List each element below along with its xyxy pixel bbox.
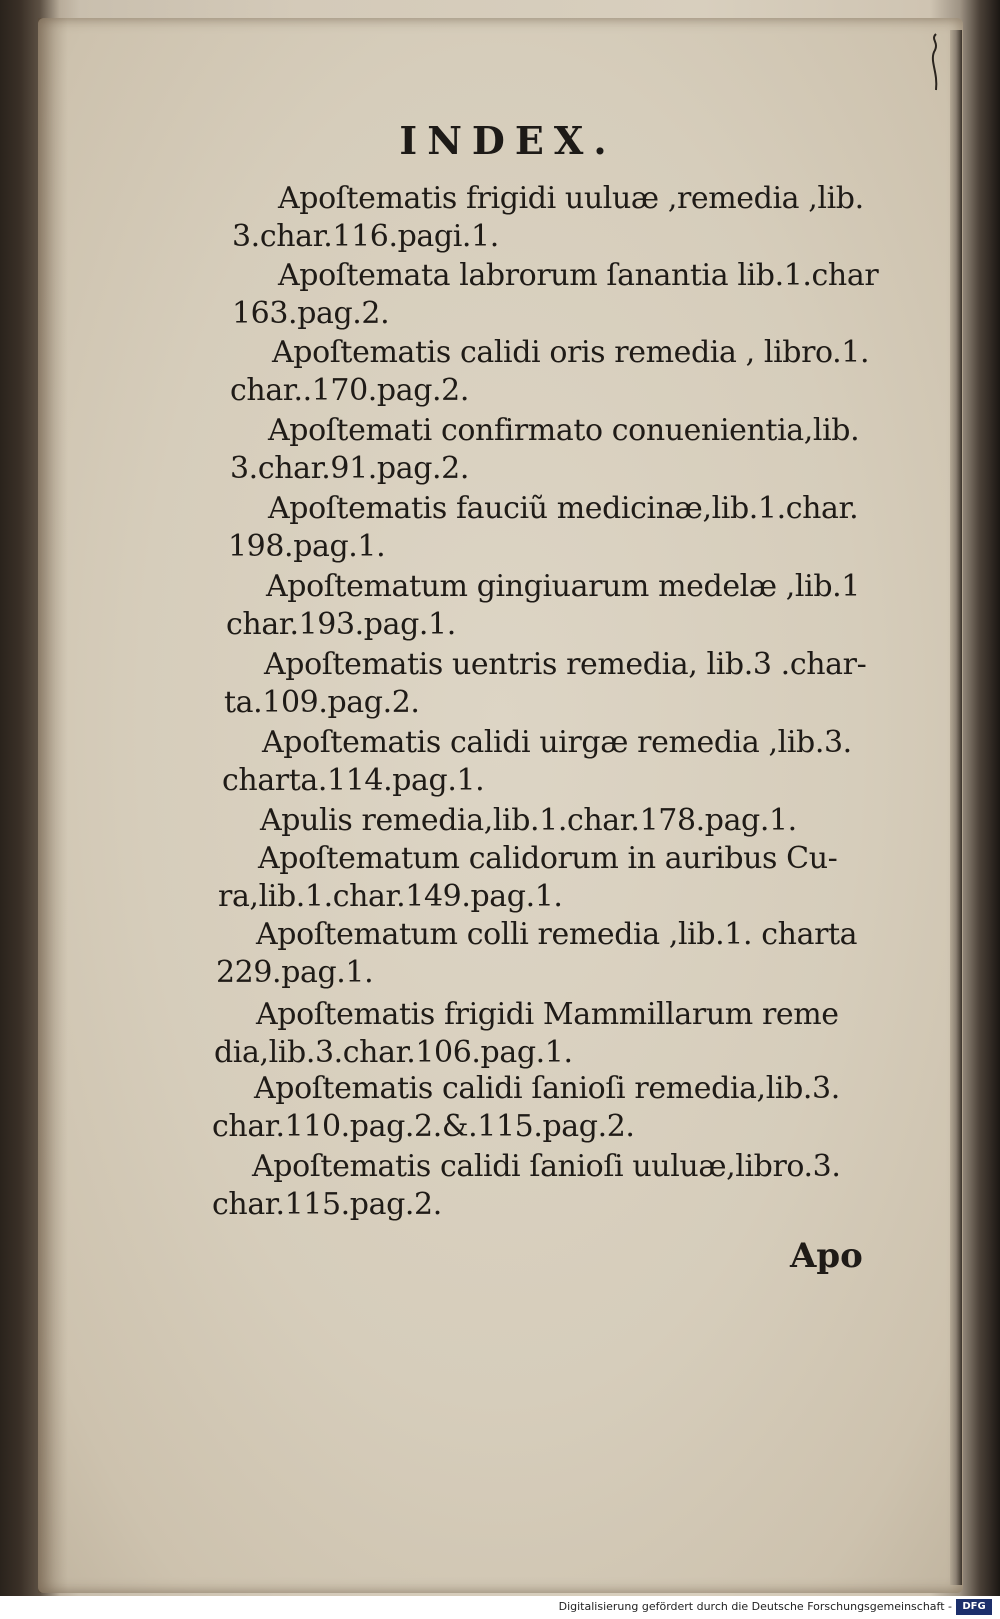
entry-2-line-1: Apoſtemata labrorum ſanantia lib.1.char	[278, 258, 879, 293]
entry-13-line-1: Apoſtematis calidi ſanioſi remedia,lib.3.	[254, 1071, 840, 1106]
entry-14-line-2: char.115.pag.2.	[212, 1187, 442, 1222]
entry-2-line-2: 163.pag.2.	[232, 296, 390, 331]
entry-1-line-2: 3.char.116.pagi.1.	[232, 219, 499, 254]
entry-8-line-2: charta.114.pag.1.	[222, 763, 485, 798]
entry-14-line-1: Apoſtematis calidi ſanioſi uuluæ,libro.3.	[252, 1149, 841, 1184]
entry-7-line-1: Apoſtematis uentris remedia, lib.3 .char-	[264, 647, 867, 682]
entry-1-line-1: Apoſtematis frigidi uuluæ ,remedia ,lib.	[278, 181, 864, 216]
entry-11-line-2: 229.pag.1.	[216, 955, 374, 990]
page-corner-mark-icon	[928, 32, 944, 94]
entry-13-line-2: char.110.pag.2.&.115.pag.2.	[212, 1109, 635, 1144]
entry-10-line-2: ra,lib.1.char.149.pag.1.	[218, 879, 563, 914]
page-edge	[950, 30, 962, 1585]
entry-8-line-1: Apoſtematis calidi uirgæ remedia ,lib.3.	[262, 725, 852, 760]
entry-9-line-1: Apulis remedia,lib.1.char.178.pag.1.	[260, 803, 797, 838]
entry-12-line-1: Apoſtematis frigidi Mammillarum reme	[256, 997, 839, 1032]
catchword: Apo	[790, 1236, 863, 1276]
entry-4-line-1: Apoſtemati confirmato conuenientia,lib.	[268, 413, 860, 448]
digitization-footer	[0, 1596, 1000, 1619]
entry-3-line-2: char..170.pag.2.	[230, 373, 469, 408]
entry-5-line-2: 198.pag.1.	[228, 529, 386, 564]
dfg-logo: DFG	[956, 1599, 992, 1615]
entry-5-line-1: Apoſtematis fauciũ medicinæ,lib.1.char.	[268, 491, 859, 526]
entry-6-line-1: Apoſtematum gingiuarum medelæ ,lib.1	[266, 569, 860, 604]
footer-credit: Digitalisierung gefördert durch die Deutsche Forschungsgemeinschaft -	[558, 1600, 952, 1613]
entry-11-line-1: Apoſtematum colli remedia ,lib.1. charta	[256, 917, 858, 952]
entry-12-line-2: dia,lib.3.char.106.pag.1.	[214, 1035, 573, 1070]
entry-6-line-2: char.193.pag.1.	[226, 607, 456, 642]
page-header: INDEX.	[399, 118, 617, 163]
entry-7-line-2: ta.109.pag.2.	[224, 685, 420, 720]
entry-3-line-1: Apoſtematis calidi oris remedia , libro.1.	[272, 335, 870, 370]
entry-10-line-1: Apoſtematum calidorum in auribus Cu-	[258, 841, 838, 876]
entry-4-line-2: 3.char.91.pag.2.	[230, 451, 469, 486]
